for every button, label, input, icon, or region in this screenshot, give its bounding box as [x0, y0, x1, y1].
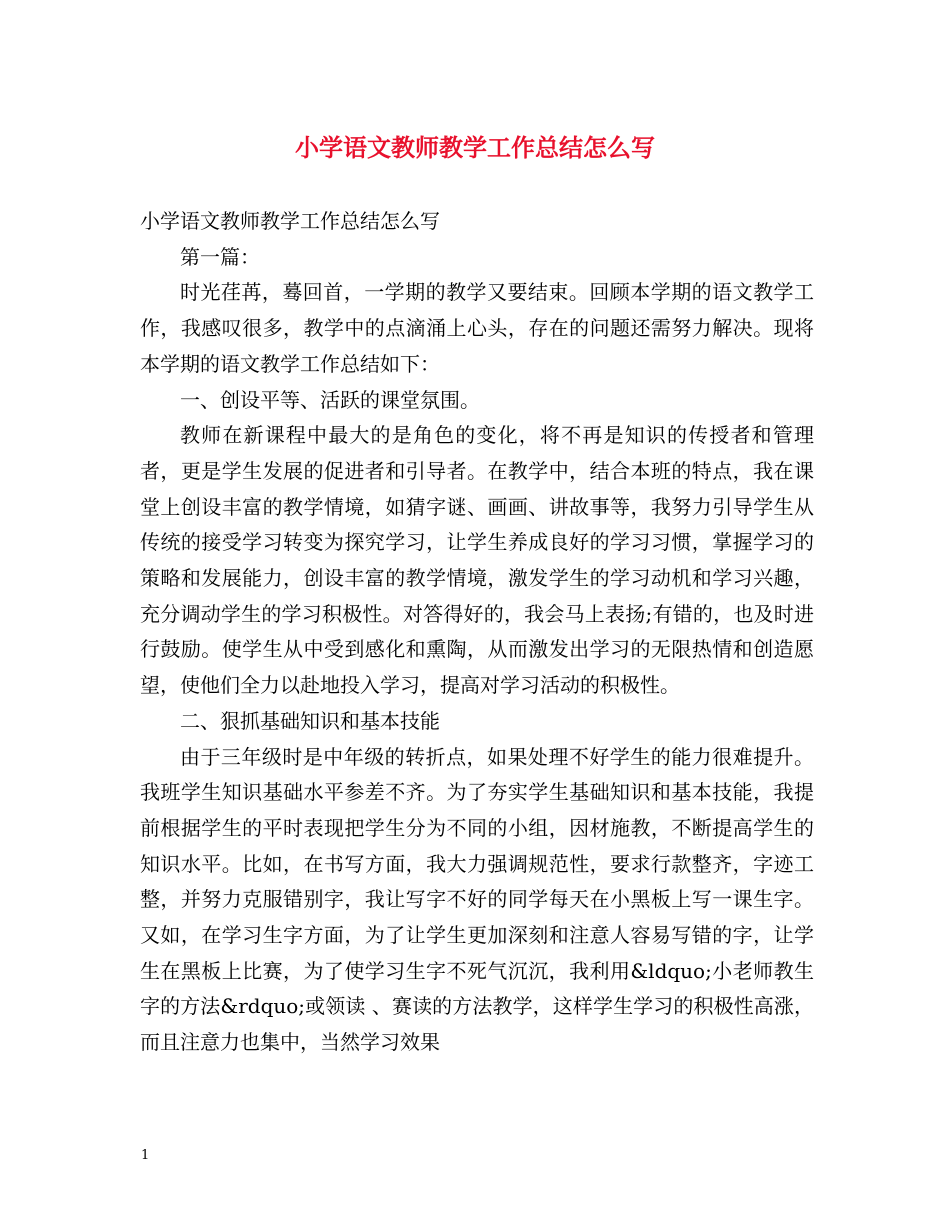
paragraph: 时光荏苒，蓦回首，一学期的教学又要结束。回顾本学期的语文教学工作，我感叹很多，教学中的点滴涌上心头，存在的问题还需努力解决。现将本学期的语文教学工作总结如下： — [140, 280, 814, 376]
page-title: 小学语文教师教学工作总结怎么写 — [295, 133, 655, 162]
paragraph: 第一篇： — [180, 244, 260, 269]
paragraph: 教师在新课程中最大的是角色的变化，将不再是知识的传授者和管理者，更是学生发展的促进者和引导者。在教学中，结合本班的特点，我在课堂上创设丰富的教学情境，如猜字谜、画画、讲故事等，我努力引导学生从传统的接受学习转变为探究学习，让学生养成良好的学习习惯，掌握学习的策略和发展能力，创设丰富的教学情境，激发学生的学习动机和学习兴趣，充分调动学生的学习积极性。对答得好的，我会马上表扬;有错的，也及时进行鼓励。使学生从中受到感化和熏陶，从而激发出学习的无限热情和创造愿望，使他们全力以赴地投入学习，提高对学习活动的积极性。 — [140, 423, 814, 698]
paragraph: 由于三年级时是中年级的转折点，如果处理不好学生的能力很难提升。我班学生知识基础水平参差不齐。为了夯实学生基础知识和基本技能，我提前根据学生的平时表现把学生分为不同的小组，因材施教，不断提高学生的知识水平。比如，在书写方面，我大力强调规范性，要求行款整齐，字迹工整，并努力克服错别字，我让写字不好的同学每天在小黑板上写一课生字。又如，在学习生字方面，为了让学生更加深刻和注意人容易写错的字，让学生在黑板上比赛，为了使学习生字不死气沉沉，我利用&ldquo;小老师教生字的方法&rdquo;或领读 、赛读的方法教学，这样学生学习的积极性高涨，而且注意力也集中，当然学习效果 — [140, 744, 814, 1055]
page-number: 1 — [141, 1148, 150, 1163]
section-heading: 二、狠抓基础知识和基本技能 — [180, 708, 440, 733]
section-heading: 一、创设平等、活跃的课堂氛围。 — [180, 387, 480, 412]
document-body — [140, 204, 814, 1061]
paragraph: 小学语文教师教学工作总结怎么写 — [140, 209, 440, 233]
